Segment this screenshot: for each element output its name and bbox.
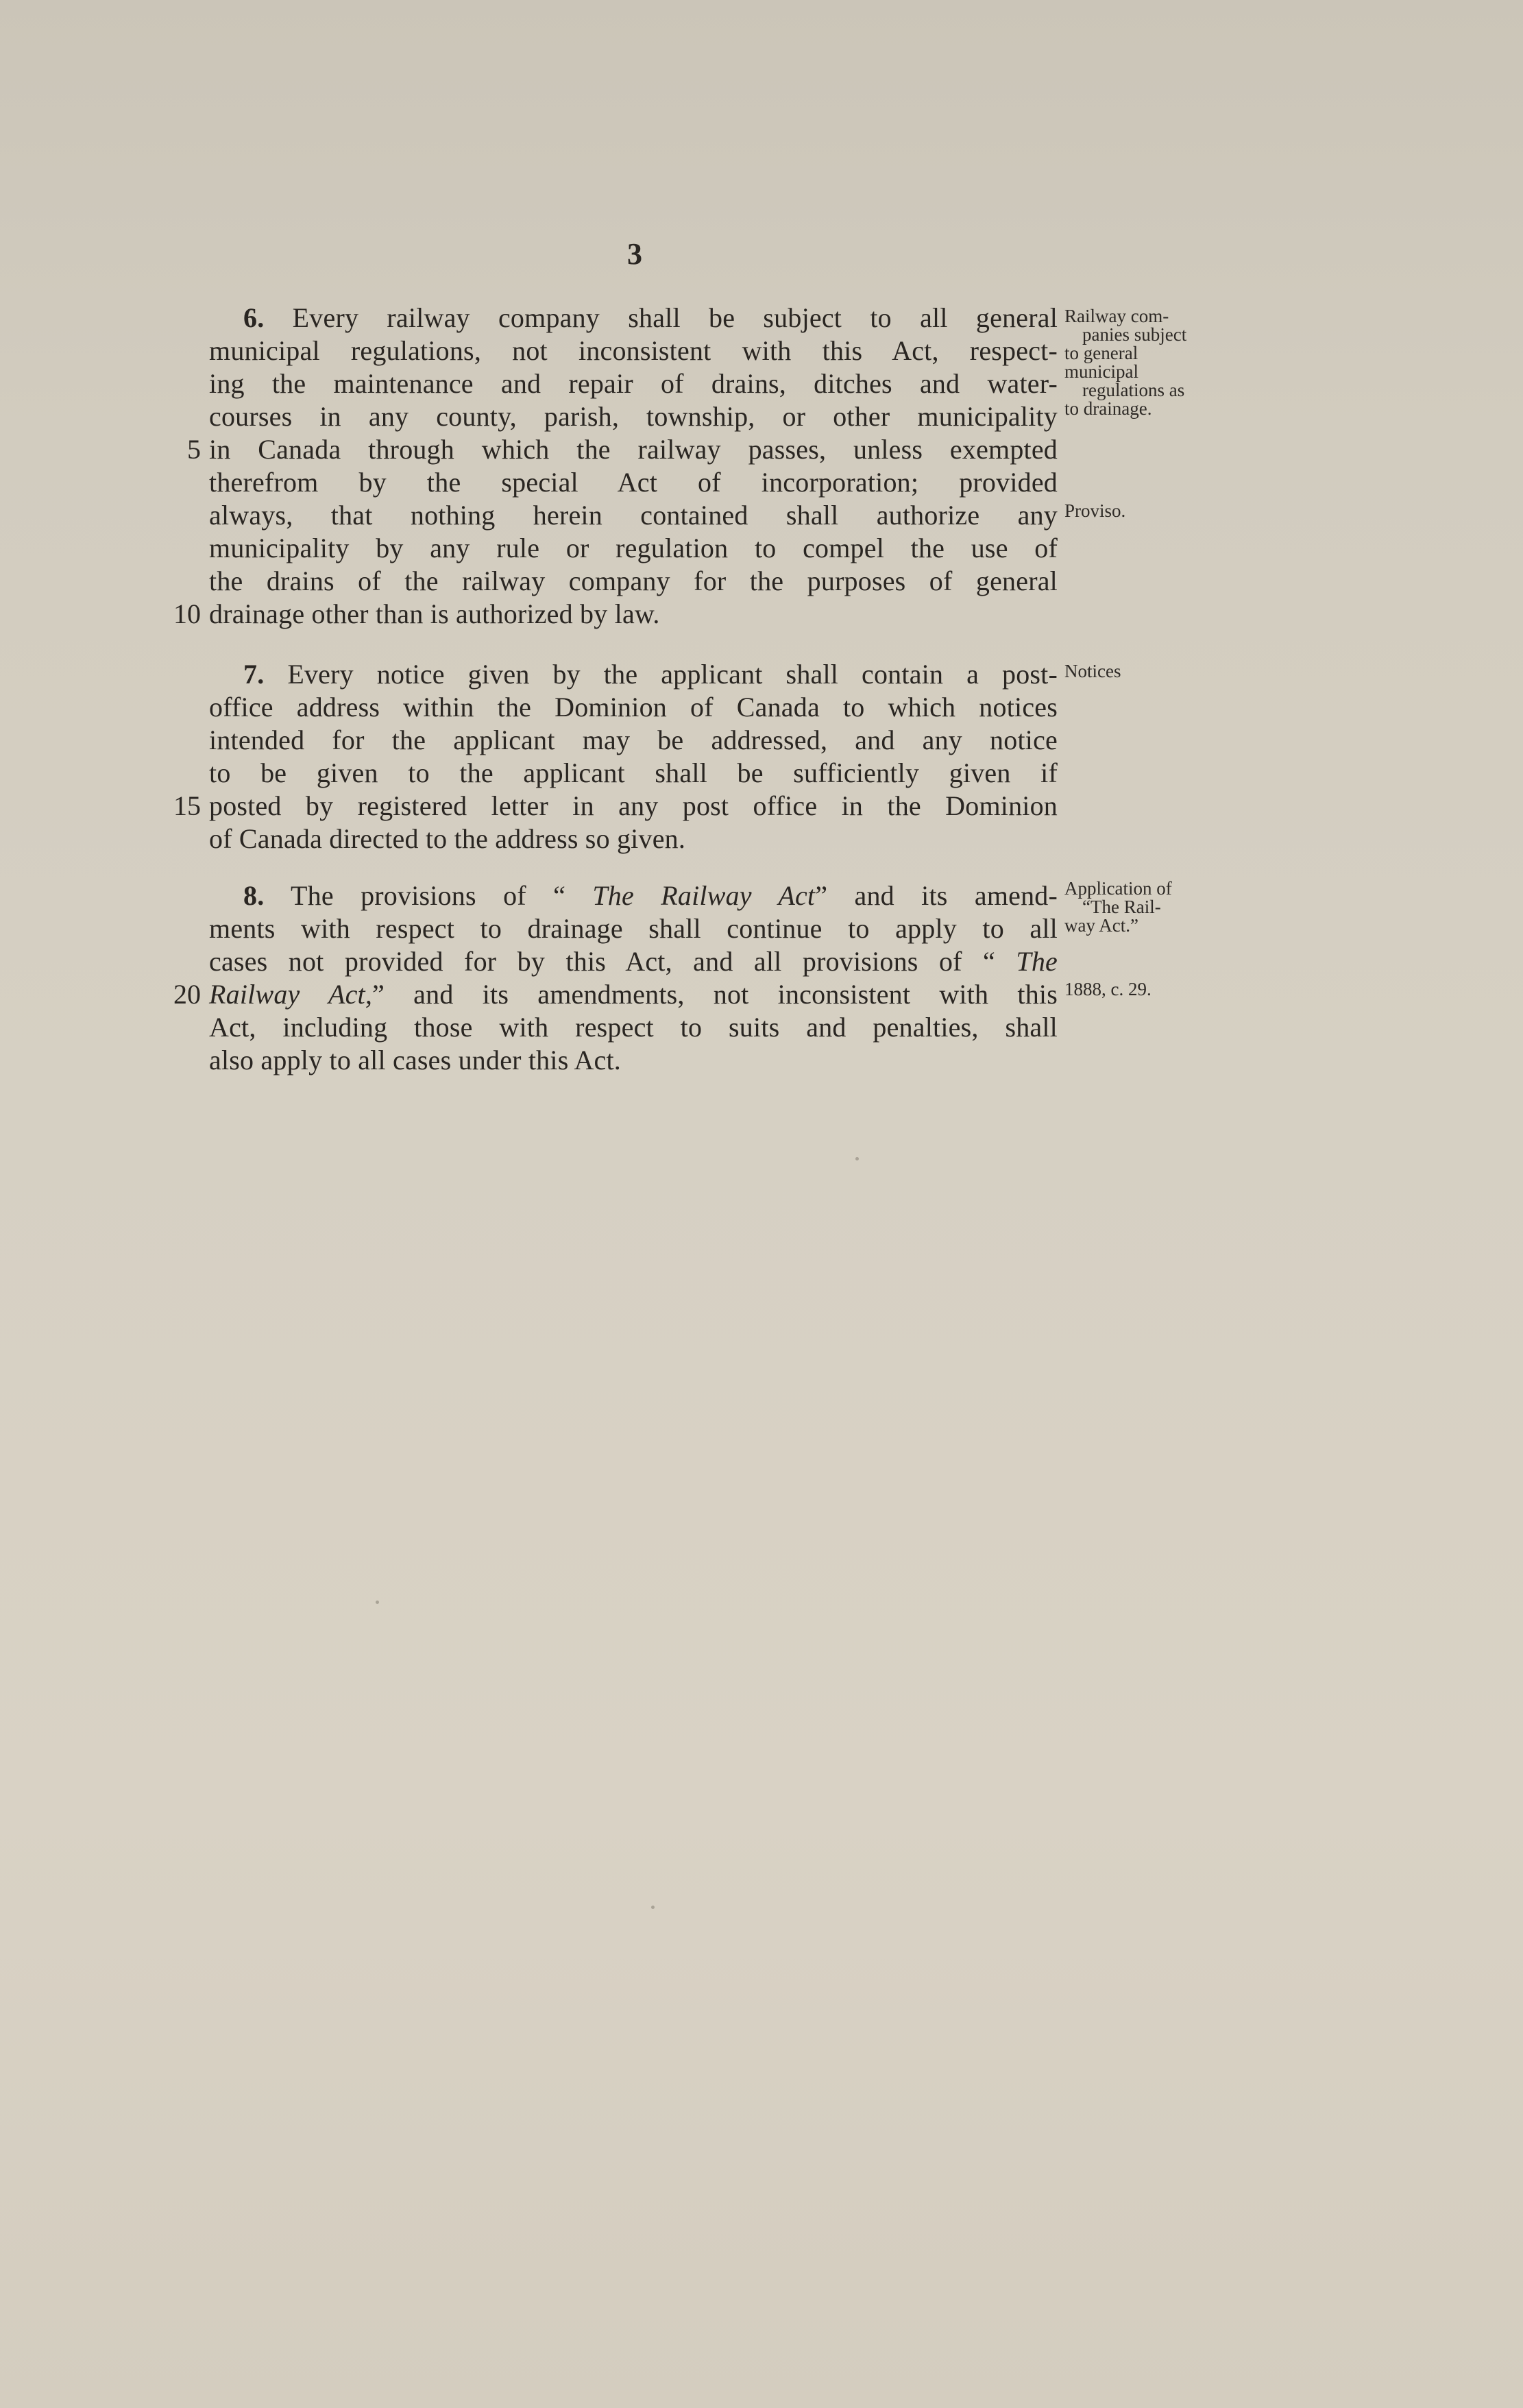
line-number-10: 10: [173, 598, 201, 629]
margin-note-line: Notices: [1064, 661, 1121, 681]
margin-note-line: regulations as: [1082, 380, 1185, 400]
margin-note-line: Application of: [1064, 878, 1172, 899]
section-6-line-8: municipality by any rule or regulation to compel the use of: [209, 533, 1058, 563]
section-7-line-6: of Canada directed to the address so given.: [209, 823, 686, 854]
section-8-line-6: also apply to all cases under this Act.: [209, 1045, 622, 1075]
section-8-line-5: Act, including those with respect to suits and penalties, shall: [209, 1012, 1058, 1043]
margin-note-line: to general: [1064, 343, 1138, 363]
section-6-line-9: the drains of the railway company for the purposes of general: [209, 565, 1058, 596]
margin-note-proviso: [1064, 502, 1222, 520]
margin-note-line: way Act.”: [1064, 915, 1138, 936]
section-7-line-2: office address within the Dominion of Canada to which notices: [209, 692, 1058, 722]
section-7-line-4: to be given to the applicant shall be sufficiently given if: [209, 757, 1058, 788]
italic-title: Railway Act,: [209, 979, 373, 1010]
section-7-line-5: posted by registered letter in any post office in the Dominion: [209, 790, 1058, 821]
margin-note-line: to drainage.: [1064, 398, 1152, 419]
paper-speck: [651, 1906, 655, 1909]
margin-note-line: Proviso.: [1064, 500, 1126, 521]
section-8-line-1: [243, 879, 1058, 912]
line-number-20: 20: [173, 979, 201, 1010]
section-6-line-4: courses in any county, parish, township, or other municipality: [209, 401, 1058, 432]
section-6-line-3: ing the maintenance and repair of drains, ditches and water-: [209, 368, 1058, 399]
section-6-line-6: therefrom by the special Act of incorporation; provided: [209, 467, 1058, 498]
margin-note-line: “The Rail-: [1082, 897, 1161, 917]
margin-note-application: [1064, 879, 1222, 935]
margin-note-line: panies subject: [1082, 324, 1187, 345]
margin-note-line: municipal: [1064, 361, 1138, 382]
italic-title: The Railway Act: [592, 880, 816, 911]
margin-note-railway-companies: [1064, 307, 1222, 418]
page-number: 3: [627, 237, 642, 271]
margin-note-line: 1888, c. 29.: [1064, 979, 1152, 999]
section-6-line-10: drainage other than is authorized by law.: [209, 598, 660, 629]
paper-speck: [376, 1601, 379, 1604]
italic-title: The: [1016, 946, 1058, 977]
section-7-text-1: Every notice given by the applicant shall contain a post-: [287, 659, 1058, 690]
section-8-line-2: ments with respect to drainage shall continue to apply to all: [209, 913, 1058, 944]
section-6-text-1: Every railway company shall be subject to all general: [292, 302, 1058, 333]
paper-speck: [855, 1157, 859, 1160]
section-6-line-5: in Canada through which the railway passes, unless exempted: [209, 434, 1058, 465]
section-6-line-7: always, that nothing herein contained shall authorize any: [209, 500, 1058, 531]
margin-note-statute: [1064, 980, 1222, 999]
section-8-number: 8.: [243, 880, 265, 911]
section-7-line-3: intended for the applicant may be addressed, and any notice: [209, 725, 1058, 755]
section-7-number: 7.: [243, 659, 265, 690]
section-8-line-4: Railway Act,” and its amendments, not inconsistent with this: [209, 979, 1058, 1010]
section-8-text-1: The provisions of “ The Railway Act” and its amend-: [291, 880, 1058, 911]
section-6-line-2: municipal regulations, not inconsistent with this Act, respect-: [209, 335, 1058, 366]
line-number-15: 15: [173, 790, 201, 821]
line-number-5: 5: [187, 434, 201, 465]
section-6-number: 6.: [243, 302, 265, 333]
section-6-line-1: [243, 302, 1058, 335]
section-8-line-3: cases not provided for by this Act, and all provisions of “ The: [209, 946, 1058, 977]
section-7-line-1: [243, 658, 1058, 691]
margin-note-notices: [1064, 662, 1222, 681]
margin-note-line: Railway com-: [1064, 306, 1169, 326]
